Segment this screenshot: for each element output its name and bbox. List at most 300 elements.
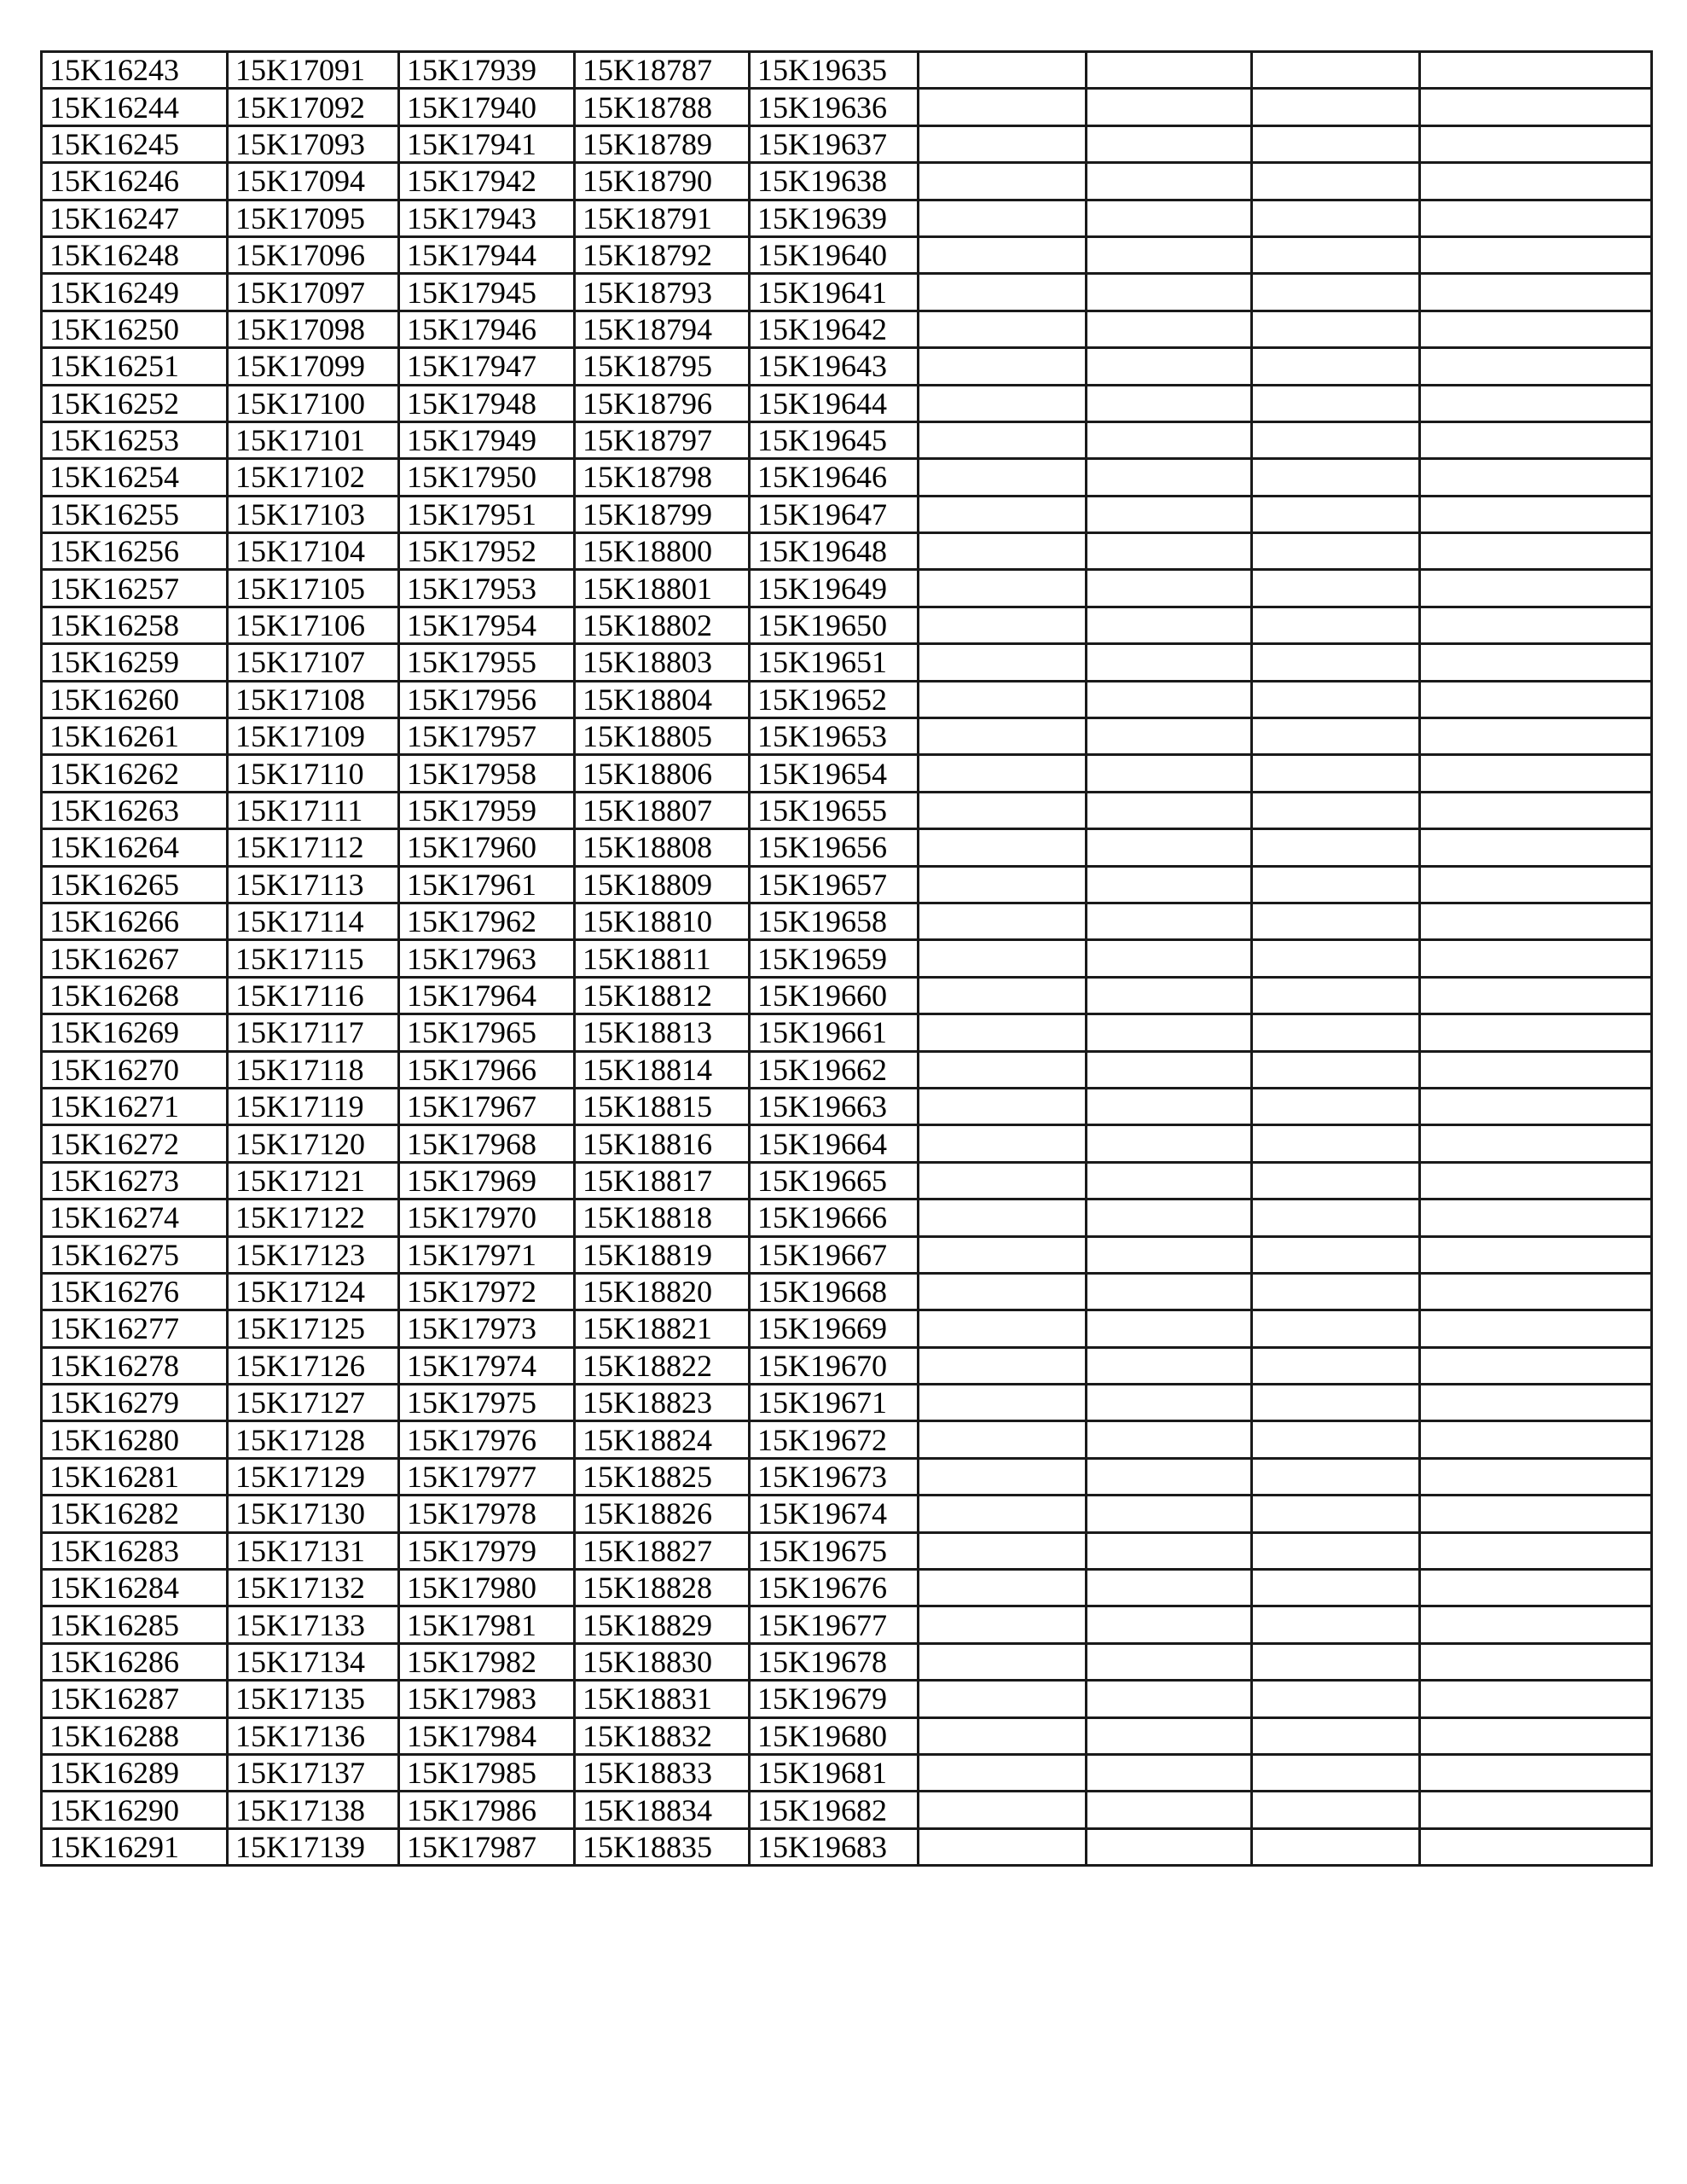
code-cell: 15K17984 (399, 1717, 575, 1754)
code-cell: 15K18791 (575, 200, 750, 236)
table-row (42, 236, 1652, 273)
empty-cell (1087, 1458, 1252, 1495)
code-cell: 15K19682 (750, 1792, 919, 1828)
empty-cell (919, 607, 1087, 643)
empty-cell (1087, 385, 1252, 421)
empty-cell (1420, 421, 1652, 458)
empty-cell (1252, 1717, 1420, 1754)
code-cell: 15K17969 (399, 1162, 575, 1199)
empty-cell (1252, 89, 1420, 125)
code-cell: 15K17114 (228, 903, 399, 939)
code-cell: 15K19680 (750, 1717, 919, 1754)
code-cell: 15K19639 (750, 200, 919, 236)
empty-cell (1087, 1496, 1252, 1532)
empty-cell (1420, 1606, 1652, 1643)
code-cell: 15K19677 (750, 1606, 919, 1643)
code-cell: 15K16258 (42, 607, 228, 643)
empty-cell (1420, 459, 1652, 496)
empty-cell (919, 1014, 1087, 1051)
code-cell: 15K19644 (750, 385, 919, 421)
code-cell: 15K19654 (750, 755, 919, 792)
table-row (42, 274, 1652, 311)
table-row (42, 496, 1652, 532)
table-row (42, 1606, 1652, 1643)
empty-cell (1420, 274, 1652, 311)
table-row (42, 1828, 1652, 1865)
empty-cell (919, 1458, 1087, 1495)
empty-cell (1420, 1273, 1652, 1310)
code-cell: 15K16248 (42, 236, 228, 273)
code-cell: 15K18820 (575, 1273, 750, 1310)
empty-cell (1252, 681, 1420, 717)
code-cell: 15K18805 (575, 718, 750, 755)
empty-cell (1420, 1310, 1652, 1347)
empty-cell (1087, 1421, 1252, 1458)
code-cell: 15K16290 (42, 1792, 228, 1828)
code-cell: 15K16278 (42, 1347, 228, 1384)
empty-cell (1087, 496, 1252, 532)
empty-cell (1420, 385, 1652, 421)
code-cell: 15K18826 (575, 1496, 750, 1532)
empty-cell (1087, 866, 1252, 903)
empty-cell (1252, 1828, 1420, 1865)
empty-cell (1420, 718, 1652, 755)
code-cell: 15K16261 (42, 718, 228, 755)
code-cell: 15K18835 (575, 1828, 750, 1865)
empty-cell (1087, 1717, 1252, 1754)
empty-cell (919, 1088, 1087, 1124)
empty-cell (1087, 1385, 1252, 1421)
code-cell: 15K17987 (399, 1828, 575, 1865)
empty-cell (919, 1162, 1087, 1199)
code-cell: 15K16257 (42, 570, 228, 607)
code-cell: 15K17982 (399, 1643, 575, 1680)
code-cell: 15K16273 (42, 1162, 228, 1199)
table-row (42, 1496, 1652, 1532)
code-cell: 15K18831 (575, 1681, 750, 1717)
table-row (42, 1570, 1652, 1606)
code-cell: 15K17976 (399, 1421, 575, 1458)
empty-cell (919, 755, 1087, 792)
code-cell: 15K17128 (228, 1421, 399, 1458)
empty-cell (1252, 533, 1420, 570)
table-row (42, 1347, 1652, 1384)
code-cell: 15K19641 (750, 274, 919, 311)
code-cell: 15K18787 (575, 52, 750, 89)
code-cell: 15K19667 (750, 1236, 919, 1273)
empty-cell (1420, 89, 1652, 125)
empty-cell (919, 200, 1087, 236)
table-row (42, 681, 1652, 717)
code-cell: 15K17967 (399, 1088, 575, 1124)
empty-cell (1252, 607, 1420, 643)
code-cell: 15K18789 (575, 125, 750, 162)
code-cell: 15K17096 (228, 236, 399, 273)
registration-code-table (40, 50, 1653, 1867)
table-row (42, 385, 1652, 421)
code-cell: 15K17986 (399, 1792, 575, 1828)
code-cell: 15K17975 (399, 1385, 575, 1421)
empty-cell (919, 644, 1087, 681)
empty-cell (1252, 459, 1420, 496)
empty-cell (1087, 1014, 1252, 1051)
empty-cell (1420, 1014, 1652, 1051)
code-cell: 15K18800 (575, 533, 750, 570)
table-row (42, 421, 1652, 458)
empty-cell (1087, 570, 1252, 607)
code-cell: 15K16284 (42, 1570, 228, 1606)
code-cell: 15K17106 (228, 607, 399, 643)
empty-cell (1087, 1236, 1252, 1273)
code-cell: 15K17137 (228, 1754, 399, 1791)
empty-cell (1420, 940, 1652, 977)
code-cell: 15K19663 (750, 1088, 919, 1124)
empty-cell (1087, 1754, 1252, 1791)
empty-cell (1252, 718, 1420, 755)
code-cell: 15K17961 (399, 866, 575, 903)
empty-cell (1087, 125, 1252, 162)
code-cell: 15K19658 (750, 903, 919, 939)
empty-cell (1087, 274, 1252, 311)
empty-cell (1420, 533, 1652, 570)
code-cell: 15K17943 (399, 200, 575, 236)
code-cell: 15K17973 (399, 1310, 575, 1347)
code-cell: 15K16285 (42, 1606, 228, 1643)
empty-cell (1420, 570, 1652, 607)
table-row (42, 1199, 1652, 1236)
empty-cell (1252, 1606, 1420, 1643)
empty-cell (1087, 459, 1252, 496)
code-cell: 15K17100 (228, 385, 399, 421)
empty-cell (919, 89, 1087, 125)
code-cell: 15K18812 (575, 977, 750, 1014)
empty-cell (1420, 1199, 1652, 1236)
code-cell: 15K16271 (42, 1088, 228, 1124)
empty-cell (1252, 311, 1420, 347)
code-cell: 15K16246 (42, 163, 228, 200)
empty-cell (1087, 89, 1252, 125)
empty-cell (1420, 348, 1652, 385)
code-cell: 15K17959 (399, 792, 575, 828)
table-row (42, 829, 1652, 866)
code-cell: 15K18799 (575, 496, 750, 532)
table-row (42, 1051, 1652, 1088)
table-body (42, 52, 1652, 1866)
empty-cell (1087, 1125, 1252, 1162)
code-cell: 15K18792 (575, 236, 750, 273)
empty-cell (1252, 866, 1420, 903)
table-row (42, 977, 1652, 1014)
code-cell: 15K17945 (399, 274, 575, 311)
code-cell: 15K17130 (228, 1496, 399, 1532)
empty-cell (1087, 1681, 1252, 1717)
code-cell: 15K19636 (750, 89, 919, 125)
empty-cell (1420, 1792, 1652, 1828)
code-cell: 15K17093 (228, 125, 399, 162)
code-cell: 15K17960 (399, 829, 575, 866)
code-cell: 15K17955 (399, 644, 575, 681)
empty-cell (1252, 1792, 1420, 1828)
code-cell: 15K16279 (42, 1385, 228, 1421)
empty-cell (919, 125, 1087, 162)
table-row (42, 89, 1652, 125)
empty-cell (1087, 533, 1252, 570)
code-cell: 15K19668 (750, 1273, 919, 1310)
code-cell: 15K17103 (228, 496, 399, 532)
code-cell: 15K19652 (750, 681, 919, 717)
empty-cell (1087, 903, 1252, 939)
empty-cell (1420, 1051, 1652, 1088)
empty-cell (1420, 1754, 1652, 1791)
code-cell: 15K16244 (42, 89, 228, 125)
empty-cell (1087, 977, 1252, 1014)
code-cell: 15K17105 (228, 570, 399, 607)
code-cell: 15K17122 (228, 1199, 399, 1236)
empty-cell (1252, 644, 1420, 681)
code-cell: 15K19665 (750, 1162, 919, 1199)
code-cell: 15K18829 (575, 1606, 750, 1643)
code-cell: 15K17134 (228, 1643, 399, 1680)
code-cell: 15K19640 (750, 236, 919, 273)
empty-cell (1252, 1310, 1420, 1347)
code-cell: 15K17116 (228, 977, 399, 1014)
empty-cell (1420, 829, 1652, 866)
code-cell: 15K17962 (399, 903, 575, 939)
code-cell: 15K17125 (228, 1310, 399, 1347)
code-cell: 15K18819 (575, 1236, 750, 1273)
code-cell: 15K18793 (575, 274, 750, 311)
empty-cell (919, 1717, 1087, 1754)
empty-cell (919, 1236, 1087, 1273)
code-cell: 15K16245 (42, 125, 228, 162)
code-cell: 15K16252 (42, 385, 228, 421)
empty-cell (1252, 163, 1420, 200)
empty-cell (1087, 421, 1252, 458)
empty-cell (1252, 421, 1420, 458)
code-cell: 15K19646 (750, 459, 919, 496)
empty-cell (1252, 1125, 1420, 1162)
code-cell: 15K16254 (42, 459, 228, 496)
table-row (42, 570, 1652, 607)
empty-cell (919, 385, 1087, 421)
empty-cell (1252, 829, 1420, 866)
code-cell: 15K19657 (750, 866, 919, 903)
empty-cell (1087, 311, 1252, 347)
code-cell: 15K16274 (42, 1199, 228, 1236)
empty-cell (1420, 1162, 1652, 1199)
table-row (42, 1421, 1652, 1458)
code-cell: 15K17952 (399, 533, 575, 570)
code-cell: 15K17954 (399, 607, 575, 643)
code-cell: 15K18807 (575, 792, 750, 828)
empty-cell (1087, 1606, 1252, 1643)
code-cell: 15K17966 (399, 1051, 575, 1088)
empty-cell (919, 496, 1087, 532)
code-cell: 15K18804 (575, 681, 750, 717)
empty-cell (1252, 1385, 1420, 1421)
empty-cell (1420, 163, 1652, 200)
code-cell: 15K19666 (750, 1199, 919, 1236)
code-cell: 15K17099 (228, 348, 399, 385)
code-cell: 15K16259 (42, 644, 228, 681)
empty-cell (1087, 607, 1252, 643)
code-cell: 15K17119 (228, 1088, 399, 1124)
table-row (42, 1310, 1652, 1347)
code-cell: 15K16289 (42, 1754, 228, 1791)
empty-cell (1252, 236, 1420, 273)
code-cell: 15K19672 (750, 1421, 919, 1458)
empty-cell (1087, 1828, 1252, 1865)
code-cell: 15K18818 (575, 1199, 750, 1236)
empty-cell (1252, 1532, 1420, 1569)
empty-cell (1252, 792, 1420, 828)
empty-cell (1420, 607, 1652, 643)
code-cell: 15K16288 (42, 1717, 228, 1754)
table-row (42, 1162, 1652, 1199)
empty-cell (919, 236, 1087, 273)
code-cell: 15K18796 (575, 385, 750, 421)
code-cell: 15K19660 (750, 977, 919, 1014)
code-cell: 15K16247 (42, 200, 228, 236)
code-cell: 15K17138 (228, 1792, 399, 1828)
code-cell: 15K17964 (399, 977, 575, 1014)
table-row (42, 163, 1652, 200)
empty-cell (1420, 125, 1652, 162)
empty-cell (1252, 1273, 1420, 1310)
table-row (42, 1754, 1652, 1791)
empty-cell (1252, 1236, 1420, 1273)
empty-cell (1087, 940, 1252, 977)
empty-cell (919, 1199, 1087, 1236)
code-cell: 15K17107 (228, 644, 399, 681)
code-cell: 15K19678 (750, 1643, 919, 1680)
code-cell: 15K17095 (228, 200, 399, 236)
empty-cell (1420, 311, 1652, 347)
code-cell: 15K17980 (399, 1570, 575, 1606)
code-cell: 15K18810 (575, 903, 750, 939)
empty-cell (919, 1496, 1087, 1532)
table-row (42, 1088, 1652, 1124)
code-cell: 15K16277 (42, 1310, 228, 1347)
code-cell: 15K17127 (228, 1385, 399, 1421)
empty-cell (1252, 755, 1420, 792)
code-cell: 15K17957 (399, 718, 575, 755)
empty-cell (1252, 125, 1420, 162)
empty-cell (919, 1681, 1087, 1717)
code-cell: 15K18795 (575, 348, 750, 385)
empty-cell (919, 1421, 1087, 1458)
empty-cell (919, 681, 1087, 717)
code-cell: 15K16282 (42, 1496, 228, 1532)
code-cell: 15K16255 (42, 496, 228, 532)
empty-cell (919, 1385, 1087, 1421)
code-cell: 15K19656 (750, 829, 919, 866)
empty-cell (1420, 681, 1652, 717)
code-cell: 15K17097 (228, 274, 399, 311)
table-row (42, 348, 1652, 385)
code-cell: 15K17956 (399, 681, 575, 717)
code-cell: 15K19681 (750, 1754, 919, 1791)
empty-cell (919, 1532, 1087, 1569)
code-cell: 15K19645 (750, 421, 919, 458)
code-cell: 15K19679 (750, 1681, 919, 1717)
empty-cell (1087, 348, 1252, 385)
empty-cell (1420, 52, 1652, 89)
empty-cell (1252, 385, 1420, 421)
table-row (42, 1792, 1652, 1828)
empty-cell (919, 163, 1087, 200)
empty-cell (1252, 1051, 1420, 1088)
code-cell: 15K16253 (42, 421, 228, 458)
code-cell: 15K17131 (228, 1532, 399, 1569)
code-cell: 15K16265 (42, 866, 228, 903)
code-cell: 15K18833 (575, 1754, 750, 1791)
empty-cell (1420, 236, 1652, 273)
code-cell: 15K17958 (399, 755, 575, 792)
code-cell: 15K17132 (228, 1570, 399, 1606)
table-row (42, 755, 1652, 792)
code-cell: 15K17104 (228, 533, 399, 570)
code-cell: 15K18794 (575, 311, 750, 347)
empty-cell (1252, 1643, 1420, 1680)
code-cell: 15K17942 (399, 163, 575, 200)
empty-cell (1252, 1014, 1420, 1051)
empty-cell (1087, 1310, 1252, 1347)
code-cell: 15K16268 (42, 977, 228, 1014)
code-cell: 15K17985 (399, 1754, 575, 1791)
code-cell: 15K17983 (399, 1681, 575, 1717)
code-cell: 15K16280 (42, 1421, 228, 1458)
table-row (42, 1643, 1652, 1680)
empty-cell (1252, 1681, 1420, 1717)
code-cell: 15K19669 (750, 1310, 919, 1347)
code-cell: 15K16243 (42, 52, 228, 89)
code-cell: 15K16267 (42, 940, 228, 977)
code-cell: 15K19659 (750, 940, 919, 977)
empty-cell (1420, 792, 1652, 828)
code-cell: 15K19650 (750, 607, 919, 643)
empty-cell (1087, 1347, 1252, 1384)
code-cell: 15K17974 (399, 1347, 575, 1384)
code-cell: 15K18830 (575, 1643, 750, 1680)
empty-cell (1420, 866, 1652, 903)
empty-cell (1252, 903, 1420, 939)
empty-cell (1420, 1088, 1652, 1124)
code-cell: 15K18821 (575, 1310, 750, 1347)
empty-cell (919, 311, 1087, 347)
empty-cell (1252, 274, 1420, 311)
code-cell: 15K16287 (42, 1681, 228, 1717)
code-cell: 15K18817 (575, 1162, 750, 1199)
code-cell: 15K16286 (42, 1643, 228, 1680)
code-cell: 15K17949 (399, 421, 575, 458)
empty-cell (1252, 1458, 1420, 1495)
code-cell: 15K16283 (42, 1532, 228, 1569)
code-cell: 15K17113 (228, 866, 399, 903)
empty-cell (919, 866, 1087, 903)
code-cell: 15K17101 (228, 421, 399, 458)
empty-cell (1420, 1421, 1652, 1458)
empty-cell (1087, 1273, 1252, 1310)
table-row (42, 1125, 1652, 1162)
code-cell: 15K17092 (228, 89, 399, 125)
code-cell: 15K17123 (228, 1236, 399, 1273)
code-cell: 15K19670 (750, 1347, 919, 1384)
table-row (42, 52, 1652, 89)
code-cell: 15K19662 (750, 1051, 919, 1088)
empty-cell (1420, 1570, 1652, 1606)
code-cell: 15K18815 (575, 1088, 750, 1124)
